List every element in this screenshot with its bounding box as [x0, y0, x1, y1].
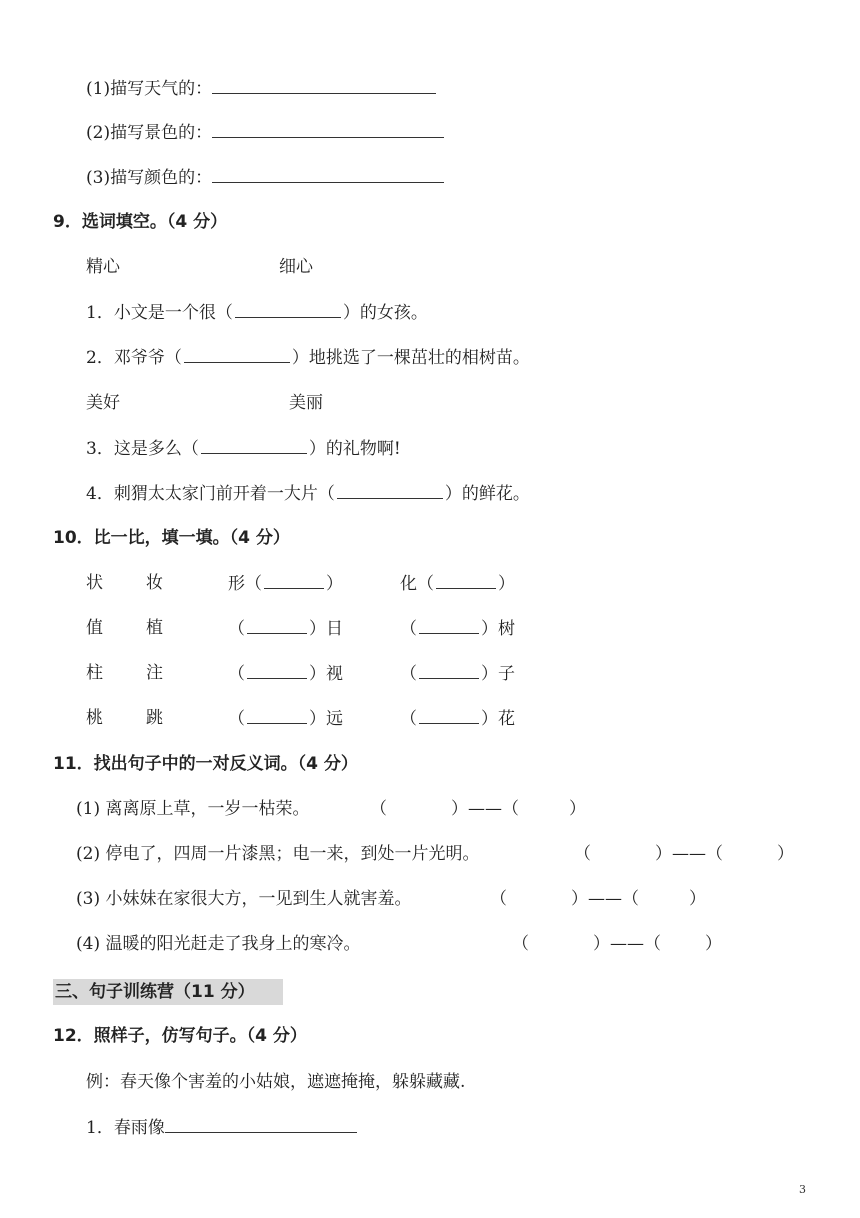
q11-title: 11．找出句子中的一对反义词。（4 分）	[53, 754, 358, 774]
item-text: 温暖的阳光赶走了我身上的寒冷。	[105, 934, 361, 954]
answer-blank[interactable]	[419, 662, 479, 679]
fill-text: （	[228, 709, 245, 729]
answer-line[interactable]	[212, 77, 436, 94]
sentence-text: 2．邓爷爷（	[86, 348, 182, 368]
item-text: 小妹妹在家很大方，一见到生人就害羞。	[105, 889, 412, 909]
paren: ）	[777, 844, 794, 864]
q11-answer-1[interactable]	[370, 798, 586, 820]
fill-text: ）	[326, 574, 343, 594]
sentence-text: ）的女孩。	[342, 303, 428, 323]
fill-text: 化（	[400, 574, 434, 594]
fill-text: （	[400, 619, 417, 639]
q10-char: 状	[86, 573, 103, 593]
q11-item-4	[76, 933, 361, 955]
q10-fill	[400, 662, 515, 685]
item-text: 离离原上草，一岁一枯荣。	[105, 799, 310, 819]
fill-text: ）花	[481, 709, 515, 729]
answer-blank[interactable]	[419, 617, 479, 634]
q10-fill	[228, 617, 343, 640]
q9-word-2: 细心	[279, 257, 313, 277]
q9-title: 9．选词填空。（4 分）	[53, 212, 228, 232]
q12-example: 例：春天像个害羞的小姑娘，遮遮掩掩，躲躲藏藏.	[86, 1072, 466, 1092]
item-number: (4)	[76, 934, 101, 954]
fill-text: （	[228, 664, 245, 684]
paren: （	[512, 934, 529, 954]
paren: ）	[705, 934, 722, 954]
answer-blank[interactable]	[337, 482, 443, 499]
q11-answer-4[interactable]	[512, 933, 722, 955]
q9-sentence-4	[86, 482, 530, 505]
q10-char: 植	[146, 618, 163, 638]
answer-line[interactable]	[212, 121, 444, 138]
fill-text: （	[400, 664, 417, 684]
paren: （	[490, 889, 507, 909]
paren: ）——（	[571, 889, 639, 909]
q8-item-2-label: (2)描写景色的：	[86, 123, 213, 143]
q11-answer-3[interactable]	[490, 888, 706, 910]
sentence-text: 1．小文是一个很（	[86, 303, 233, 323]
q10-char: 跳	[146, 708, 163, 728]
q10-char: 值	[86, 618, 103, 638]
item-number: (1)	[76, 799, 101, 819]
q10-char: 桃	[86, 708, 103, 728]
q11-answer-2[interactable]	[574, 843, 794, 865]
q10-fill	[228, 662, 343, 685]
paren: ）	[689, 889, 706, 909]
q10-fill	[400, 572, 515, 595]
fill-text: ）日	[309, 619, 343, 639]
q9-sentence-3	[86, 437, 401, 460]
q8-item-3	[86, 166, 444, 189]
fill-text: （	[400, 709, 417, 729]
q10-fill	[228, 707, 343, 730]
item-number: (3)	[76, 889, 101, 909]
q10-fill	[400, 707, 515, 730]
sentence-text: ）的鲜花。	[444, 484, 530, 504]
paren: ）——（	[593, 934, 661, 954]
q8-item-3-label: (3)描写颜色的：	[86, 168, 213, 188]
sentence-text: ）的礼物啊!	[308, 439, 401, 459]
answer-blank[interactable]	[247, 662, 307, 679]
answer-line[interactable]	[165, 1116, 357, 1133]
fill-text: ）子	[481, 664, 515, 684]
answer-blank[interactable]	[419, 707, 479, 724]
q12-item-1	[86, 1116, 357, 1139]
fill-text: ）视	[309, 664, 343, 684]
q10-fill	[400, 617, 515, 640]
q10-char: 妆	[146, 573, 163, 593]
q11-item-2	[76, 843, 480, 865]
q9-sentence-2	[86, 346, 530, 369]
q9-word-3: 美好	[86, 393, 120, 413]
fill-text: ）远	[309, 709, 343, 729]
sentence-text: ）地挑选了一棵茁壮的相树苗。	[291, 348, 530, 368]
answer-blank[interactable]	[247, 617, 307, 634]
paren: ）——（	[451, 799, 519, 819]
item-number: (2)	[76, 844, 101, 864]
q9-sentence-1	[86, 301, 428, 324]
page-number: 3	[799, 1183, 806, 1196]
q10-char: 注	[146, 663, 163, 683]
q10-fill	[228, 572, 343, 595]
q9-word-1: 精心	[86, 257, 120, 277]
q9-word-4: 美丽	[289, 393, 323, 413]
q11-item-1	[76, 798, 310, 820]
fill-text: 形（	[228, 574, 262, 594]
fill-text: ）树	[481, 619, 515, 639]
fill-text: ）	[498, 574, 515, 594]
item-text: 1．春雨像	[86, 1118, 165, 1138]
item-text: 停电了，四周一片漆黑；电一来，到处一片光明。	[105, 844, 480, 864]
q8-item-2	[86, 121, 444, 144]
paren: （	[574, 844, 591, 864]
fill-text: （	[228, 619, 245, 639]
q10-char: 柱	[86, 663, 103, 683]
answer-blank[interactable]	[184, 346, 290, 363]
q8-item-1-label: (1)描写天气的：	[86, 79, 213, 99]
answer-line[interactable]	[212, 166, 444, 183]
answer-blank[interactable]	[247, 707, 307, 724]
paren: （	[370, 799, 387, 819]
q11-item-3	[76, 888, 412, 910]
q12-title: 12．照样子，仿写句子。（4 分）	[53, 1026, 307, 1046]
q8-item-1	[86, 77, 436, 100]
answer-blank[interactable]	[436, 572, 496, 589]
paren: ）——（	[655, 844, 723, 864]
paren: ）	[569, 799, 586, 819]
section-3-title: 三、句子训练营（11 分）	[55, 982, 255, 1002]
answer-blank[interactable]	[201, 437, 307, 454]
q10-title: 10．比一比，填一填。（4 分）	[53, 528, 290, 548]
sentence-text: 4．刺猬太太家门前开着一大片（	[86, 484, 335, 504]
answer-blank[interactable]	[264, 572, 324, 589]
answer-blank[interactable]	[235, 301, 341, 318]
sentence-text: 3．这是多么（	[86, 439, 199, 459]
